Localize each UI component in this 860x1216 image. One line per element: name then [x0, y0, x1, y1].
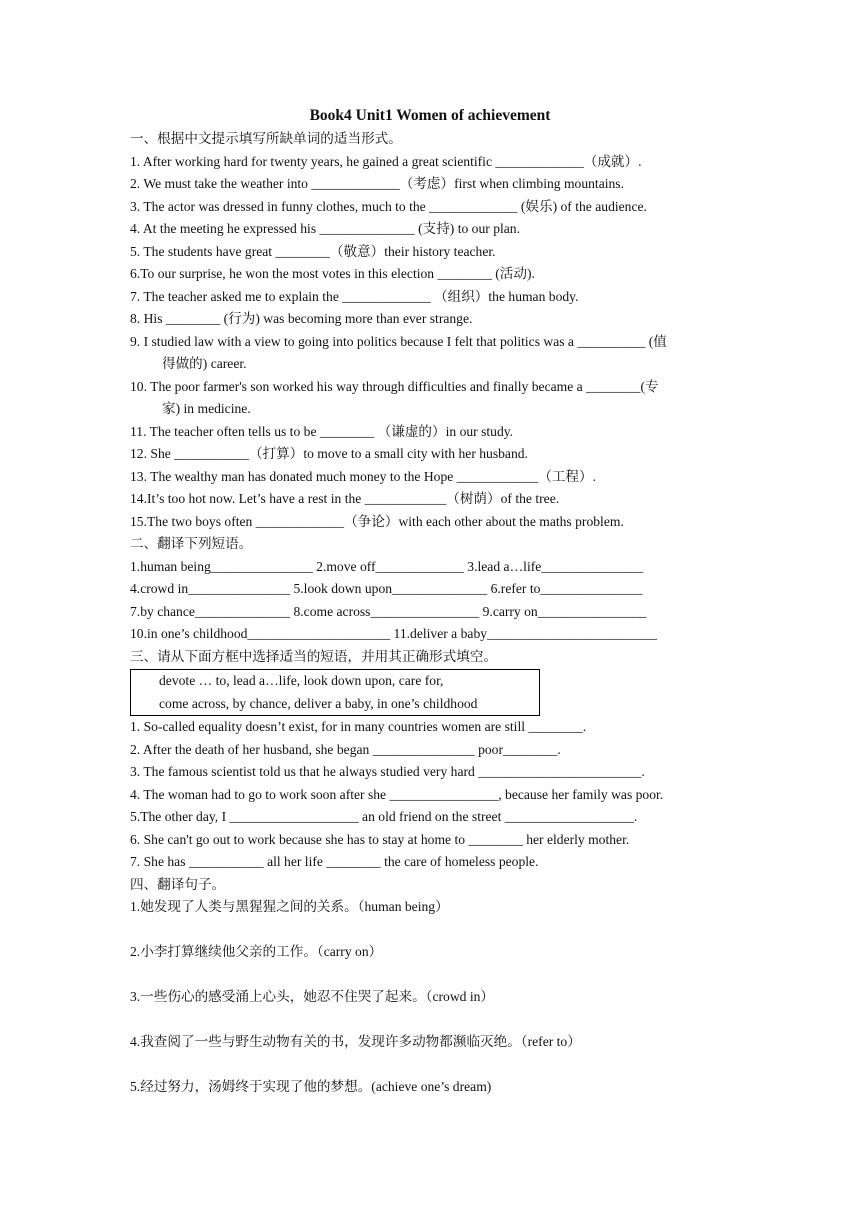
- section1-item-1: 1. After working hard for twenty years, he gained a great scientific _____________（成就）.: [130, 153, 642, 169]
- document-title: Book4 Unit1 Women of achievement: [309, 107, 551, 124]
- section2-row-2: 4.crowd in_______________ 5.look down upon______________ 6.refer to_______________: [130, 581, 643, 596]
- section1-item-14: 14.It’s too hot now. Let’s have a rest in the ____________（树荫）of the tree.: [130, 491, 560, 506]
- section1-item-10-line1: 10. The poor farmer's son worked his way through difficulties and finally became a ________(专: [130, 378, 659, 394]
- section2-row-3: 7.by chance______________ 8.come across________________ 9.carry on________________: [130, 603, 647, 619]
- section3-heading: 三、请从下面方框中选择适当的短语，并用其正确形式填空。: [130, 648, 498, 664]
- section1-item-10-line2: 家) in medicine.: [162, 401, 251, 416]
- answer-space: [130, 964, 732, 987]
- section1-item-8: 8. His ________ (行为) was becoming more than ever strange.: [130, 311, 473, 326]
- section2-heading: 二、翻译下列短语。: [130, 536, 253, 551]
- section2-row-4: 10.in one’s childhood_____________________ 11.deliver a baby_________________________: [130, 626, 657, 641]
- section1-item-12: 12. She ___________（打算）to move to a small city with her husband.: [130, 446, 528, 461]
- section3-item-1: 1. So-called equality doesn’t exist, for in many countries women are still ________.: [130, 719, 587, 734]
- worksheet-body: [130, 128, 732, 1099]
- section1-heading: 一、根据中文提示填写所缺单词的适当形式。: [130, 131, 402, 146]
- answer-space: [130, 919, 732, 942]
- section4-heading: 四、翻译句子。: [130, 876, 226, 892]
- section1-item-15: 15.The two boys often _____________（争论）with each other about the maths problem.: [130, 513, 624, 529]
- phrase-box-line-2: come across, by chance, deliver a baby, in one’s childhood: [159, 695, 478, 711]
- section4-item-4: 4.我查阅了一些与野生动物有关的书，发现许多动物都濒临灭绝。（refer to）: [130, 1034, 581, 1049]
- section1-item-5: 5. The students have great ________（敬意）their history teacher.: [130, 243, 496, 259]
- section1-item-2: 2. We must take the weather into _____________（考虑）first when climbing mountains.: [130, 176, 625, 191]
- section3-item-6: 6. She can't go out to work because she has to stay at home to ________ her elderly mother.: [130, 831, 630, 847]
- section1-item-11: 11. The teacher often tells us to be ________ （谦虚的）in our study.: [130, 423, 514, 439]
- section4-item-3: 3.一些伤心的感受涌上心头，她忍不住哭了起来。（crowd in）: [130, 989, 494, 1004]
- phrase-box: [130, 669, 540, 716]
- section1-item-13: 13. The wealthy man has donated much money to the Hope ____________（工程）.: [130, 468, 597, 484]
- section3-item-7: 7. She has ___________ all her life ________ the care of homeless people.: [130, 854, 539, 869]
- phrase-box-line-1: devote … to, lead a…life, look down upon, care for,: [159, 673, 444, 688]
- section1-item-9-line1: 9. I studied law with a view to going into politics because I felt that politics was a __________ (值: [130, 333, 667, 349]
- section1-item-7: 7. The teacher asked me to explain the _____________ （组织）the human body.: [130, 288, 579, 304]
- section4-item-1: 1.她发现了人类与黑猩猩之间的关系。（human being）: [130, 899, 449, 914]
- section4-item-5: 5.经过努力，汤姆终于实现了他的梦想。(achieve one’s dream): [130, 1079, 492, 1094]
- section4-item-2: 2.小李打算继续他父亲的工作。（carry on）: [130, 944, 383, 959]
- answer-space: [130, 1054, 732, 1077]
- section3-item-2: 2. After the death of her husband, she began _______________ poor________.: [130, 741, 561, 757]
- section1-item-9: [130, 331, 732, 376]
- section1-item-3: 3. The actor was dressed in funny clothes, much to the _____________ (娱乐) of the audience.: [130, 198, 647, 214]
- section3-item-4: 4. The woman had to go to work soon after she ________________, because her family was poor.: [130, 786, 664, 802]
- section1-item-4: 4. At the meeting he expressed his ______________ (支持) to our plan.: [130, 221, 521, 236]
- section3-item-3: 3. The famous scientist told us that he always studied very hard ________________________.: [130, 764, 645, 779]
- section1-item-9-line2: 得做的) career.: [162, 356, 247, 371]
- section1-item-10: [130, 376, 732, 421]
- answer-space: [130, 1009, 732, 1032]
- section3-item-5: 5.The other day, I ___________________ an old friend on the street ___________________.: [130, 809, 638, 824]
- section2-row-1: 1.human being_______________ 2.move off_____________ 3.lead a…life_______________: [130, 558, 644, 574]
- section1-item-6: 6.To our surprise, he won the most votes in this election ________ (活动).: [130, 266, 535, 281]
